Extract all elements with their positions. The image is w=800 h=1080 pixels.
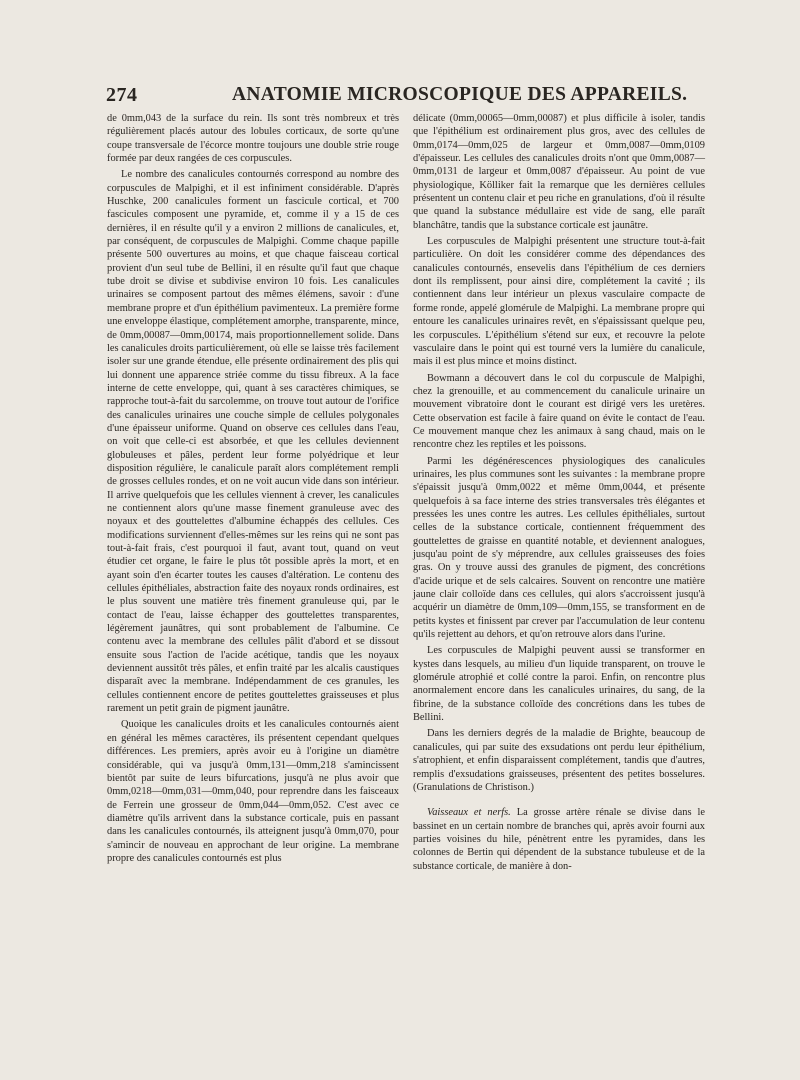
paragraph: Dans les derniers degrés de la maladie de Brighte, beaucoup de canalicules, qui par suite des exsudations ont perdu leur épithélium, s'atrophient, et enfin disparaissent complétement, tandis que d'autres, remplis d'exsudations graisseuses, présentent des petites bosselures. (Granulations de Christison.) [413,728,705,793]
paragraph: Le nombre des canalicules contournés correspond au nombre des corpuscules de Malpighi, et il est infiniment considérable. D'après Huschke, 200 canalicules forment un fascicule cortical, et 700 fascicules composent une pyramide, et, comme il y a 15 de ces dernières, il en résulte qu'il y a environ 2 millions de canalicules, et, par conséquent, de corpuscules de Malpighi. Comme chaque papille présente 500 ouvertures au moins, et que chaque faisceau cortical provient d'un seul tube de Bellini, il en résulte qu'il faut que chaque tube droit se divise et subdivise environ 10 fois. Les canalicules urinaires se composent partout des mêmes élémens, savoir : d'une membrane propre et d'un épithélium pavimenteux. La première forme une enveloppe élastique, complétement amorphe, transparente, mince, de 0mm,00087—0mm,00174, mais proportionnellement solide. Dans les canalicules droits particulièrement, où elle se laisse très facilement isoler sur une grande étendue, elle présente ordinairement des plis qui lui donnent une apparence striée comme du tissu fibreux. A la face interne de cette enveloppe, qui, quant à ses caractères chimiques, se rapproche tout-à-fait du sarcolemme, on trouve tout autour de l'orifice des canalicules urinaires une couche simple de cellules polygonales d'une épaisseur uniforme. Quand on observe ces cellules dans l'eau, on voit que celle-ci est absorbée, et que les cellules deviennent globuleuses et pâles, perdent leur forme polyédrique et leur disposition régulière, le canalicule paraît alors complétement rempli de grosses cellules rondes, et on ne voit aucun vide dans son intérieur. Il arrive quelquefois que les cellules viennent à crever, les canalicules ne contiennent alors qu'une masse finement granuleuse avec des noyaux et des gouttelettes d'albumine échappés des cellules. Ces modifications surviennent d'elles-mêmes sur les reins qui ne sont pas tout-à-fait frais, c'est pourquoi il faut, avant tout, quand on veut étudier cet organe, le faire le plus tôt possible après la mort, et en ayant soin d'en écarter toutes les causes d'altération. Le contenu des cellules épithéliales, abstraction faite des noyaux ronds ordinaires, est le plus souvent une matière très finement granuleuse qui, par le contact de l'eau, laisse échapper des gouttelettes transparentes, légèrement jaunâtres, qui sont probablement de l'albumine. Ce contenu avec la membrane des cellules pâlit d'abord et se dissout ensuite sous l'action de l'acide acétique, tandis que les noyaux deviennent aussitôt très pâles, et enfin traité par les alcalis caustiques disparaît avec la membrane. Indépendamment de ces granules, les cellules contiennent encore de petites gouttelettes graisseuses et plus rarement un petit grain de pigment jaunâtre. [107,169,399,715]
paragraph: Bowmann a découvert dans le col du corpuscule de Malpighi, chez la grenouille, et au commencement du canalicule urinaire un mouvement vibratoire dont le courant est dirigé vers les uretères. Cette observation est facile à faire quand on évite le contact de l'eau. Ce mouvement manque chez les animaux à sang chaud, mais on le rencontre chez les reptiles et les poissons. [413,372,705,451]
paragraph: Les corpuscules de Malpighi présentent une structure tout-à-fait particulière. On doit les considérer comme des dépendances des canalicules contournés, ensevelis dans l'épithélium de ces derniers dont ils remplissent, pour ainsi dire, complétement la cavité ; ils contiennent dans leur intérieur un plexus vasculaire compacte de forme ronde, appelé glomérule de Malpighi. La membrane propre qui entoure les canalicules urinaires revêt, en s'épaississant quelque peu, les corpuscules. L'épithélium s'étend sur eux, et recouvre la pelote vasculaire dans le point qui est tourné vers la lumière du canalicule, mais il est plus mince et moins distinct. [413,236,705,368]
paragraph: Parmi les dégénérescences physiologiques des canalicules urinaires, les plus communes sont les suivantes : la membrane propre s'épaissit jusqu'à 0mm,0022 et même 0mm,0044, et présente quelquefois à sa face interne des stries transversales très élégantes et pressées les unes contre les autres. Les cellules épithéliales, surtout celles de la substance corticale, contiennent fréquemment des gouttelettes de graisse en quantité notable, et deviennent analogues, jusqu'au point de s'y méprendre, aux cellules graisseuses des foies gras. On y trouve aussi des granules de pigment, des concrétions d'acide urique et de sels calcaires. Souvent on rencontre une matière jaune clair colloïde dans ces cellules, qui alors s'accroissent jusqu'à acquérir un diamètre de 0mm,109—0mm,155, se transforment en de petits kystes et finissent par crever par l'accumulation de leur contenu qu'ils rejettent au dehors, et qu'on retrouve alors dans l'urine. [413,455,705,641]
page-number: 274 [106,84,138,106]
paragraph: Les corpuscules de Malpighi peuvent aussi se transformer en kystes dans lesquels, au milieu d'un liquide transparent, on trouve le glomérule atrophié et collé contre la paroi. Enfin, on rencontre plus anormalement encore dans les canalicules urinaires, du sang, de la fibrine, de la substance colloïde des concrétions dans les tubes de Bellini. [413,645,705,724]
paragraph: délicate (0mm,00065—0mm,00087) et plus difficile à isoler, tandis que l'épithélium est ordinairement plus gros, avec des cellules de 0mm,0174—0mm,025 de largeur et 0mm,0087—0mm,0109 d'épaisseur. Les cellules des canalicules droits n'ont que 0mm,0087—0mm,0131 de largeur et 0mm,0087 d'épaisseur. Au point de vue physiologique, Kölliker fait la remarque que les dernières cellules présentent un contenu clair et peu riche en granulations, d'où il résulte que quand la substance médullaire est vide de sang, elle paraît blanchâtre, tandis que la substance corticale est jaunâtre. [413,113,705,231]
running-title: ANATOMIE MICROSCOPIQUE DES APPAREILS. [232,84,688,105]
right-column [413,112,705,873]
subsection-text: La grosse artère rénale se divise dans le bassinet en un certain nombre de branches qui, après avoir fourni aux parties voisines du hile, pénètrent entre les pyramides, dans les colonnes de Bertin qui dépendent de la substance tubuleuse et de la substance corticale, de manière à don- [413,807,705,872]
subsection-heading: Vaisseaux et nerfs. [427,807,511,819]
left-column [107,112,399,865]
subsection-paragraph [413,806,705,873]
paragraph: de 0mm,043 de la surface du rein. Ils sont très nombreux et très régulièrement placés autour des lobules corticaux, de sorte qu'une coupe transversale de l'écorce montre toujours une double strie rouge formée par deux rangées de ces corpuscules. [107,113,399,165]
page-header [106,84,706,110]
paragraph: Quoique les canalicules droits et les canalicules contournés aient en général les mêmes caractères, ils présentent cependant quelques différences. Les premiers, après avoir eu à l'origine un diamètre considérable, qui va jusqu'à 0mm,131—0mm,218 s'amincissent bientôt par suite de leurs bifurcations, jusqu'à ne plus avoir que 0mm,0218—0mm,031—0mm,040, pour reprendre dans les faisceaux de Ferrein une grosseur de 0mm,044—0mm,052. C'est avec ce diamètre qu'ils arrivent dans la substance corticale, puis en passant dans les canalicules contournés, ils atteignent jusqu'à 0mm,070, pour s'amincir de nouveau en approchant de leur origine. La membrane propre des canalicules contournés est plus [107,719,399,864]
